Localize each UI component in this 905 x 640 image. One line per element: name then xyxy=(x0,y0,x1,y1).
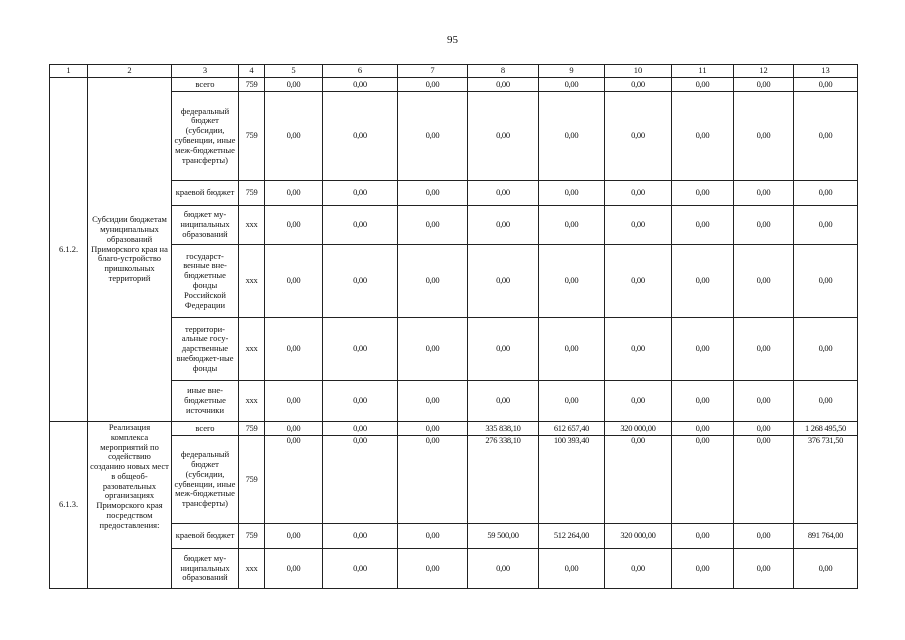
value-cell-col-9: 0,00 xyxy=(539,92,605,181)
value-cell-col-9: 612 657,40 xyxy=(539,422,605,436)
value-cell-col-5: 0,00 xyxy=(265,524,323,549)
page-number: 95 xyxy=(447,34,458,46)
value-cell-col-9: 0,00 xyxy=(539,549,605,589)
funding-source: всего xyxy=(172,78,239,92)
measure-name: Субсидии бюджетам муниципальных образований Приморского края на благо-устройство пришкольных территорий xyxy=(88,78,172,422)
value-cell-col-7: 0,00 xyxy=(398,78,468,92)
table-row xyxy=(50,381,858,422)
value-cell-col-5: 0,00 xyxy=(265,78,323,92)
funding-source: федеральный бюджет (субсидии, субвенции, иные меж-бюджетные трансферты) xyxy=(172,436,239,524)
value-cell-col-6: 0,00 xyxy=(323,92,398,181)
value-cell-col-13: 1 268 495,50 xyxy=(794,422,858,436)
value-cell-col-12: 0,00 xyxy=(734,436,794,524)
value-cell-col-12: 0,00 xyxy=(734,549,794,589)
value-cell-col-10: 0,00 xyxy=(605,78,672,92)
value-cell-col-10: 0,00 xyxy=(605,245,672,318)
value-cell-col-5: 0,00 xyxy=(265,245,323,318)
value-cell-col-8: 0,00 xyxy=(468,78,539,92)
value-cell-col-13: 0,00 xyxy=(794,245,858,318)
grbs-code: ххх xyxy=(239,381,265,422)
header-cell-12: 12 xyxy=(734,65,794,78)
value-cell-col-13: 0,00 xyxy=(794,181,858,206)
value-cell-col-7: 0,00 xyxy=(398,92,468,181)
table-row xyxy=(50,78,858,92)
header-cell-2: 2 xyxy=(88,65,172,78)
value-cell-col-7: 0,00 xyxy=(398,549,468,589)
funding-source: федеральный бюджет (субсидии, субвенции, иные меж-бюджетные трансферты) xyxy=(172,92,239,181)
table-row xyxy=(50,206,858,245)
table-row xyxy=(50,245,858,318)
value-cell-col-7: 0,00 xyxy=(398,181,468,206)
value-cell-col-7: 0,00 xyxy=(398,436,468,524)
value-cell-col-11: 0,00 xyxy=(672,549,734,589)
table-body xyxy=(50,65,858,589)
value-cell-col-8: 0,00 xyxy=(468,318,539,381)
value-cell-col-5: 0,00 xyxy=(265,436,323,524)
value-cell-col-10: 320 000,00 xyxy=(605,422,672,436)
header-cell-11: 11 xyxy=(672,65,734,78)
value-cell-col-5: 0,00 xyxy=(265,318,323,381)
value-cell-col-8: 276 338,10 xyxy=(468,436,539,524)
header-cell-8: 8 xyxy=(468,65,539,78)
value-cell-col-11: 0,00 xyxy=(672,422,734,436)
value-cell-col-9: 0,00 xyxy=(539,381,605,422)
value-cell-col-8: 0,00 xyxy=(468,245,539,318)
value-cell-col-5: 0,00 xyxy=(265,549,323,589)
header-cell-10: 10 xyxy=(605,65,672,78)
value-cell-col-10: 0,00 xyxy=(605,206,672,245)
value-cell-col-12: 0,00 xyxy=(734,206,794,245)
value-cell-col-8: 59 500,00 xyxy=(468,524,539,549)
value-cell-col-11: 0,00 xyxy=(672,318,734,381)
value-cell-col-5: 0,00 xyxy=(265,422,323,436)
value-cell-col-10: 0,00 xyxy=(605,381,672,422)
header-cell-6: 6 xyxy=(323,65,398,78)
grbs-code: 759 xyxy=(239,524,265,549)
value-cell-col-9: 0,00 xyxy=(539,318,605,381)
value-cell-col-12: 0,00 xyxy=(734,318,794,381)
table-row xyxy=(50,92,858,181)
header-cell-1: 1 xyxy=(50,65,88,78)
value-cell-col-11: 0,00 xyxy=(672,181,734,206)
table-row xyxy=(50,422,858,436)
value-cell-col-6: 0,00 xyxy=(323,78,398,92)
value-cell-col-6: 0,00 xyxy=(323,318,398,381)
funding-source: краевой бюджет xyxy=(172,524,239,549)
table-row xyxy=(50,436,858,524)
value-cell-col-12: 0,00 xyxy=(734,92,794,181)
value-cell-col-12: 0,00 xyxy=(734,245,794,318)
value-cell-col-6: 0,00 xyxy=(323,436,398,524)
value-cell-col-12: 0,00 xyxy=(734,181,794,206)
value-cell-col-11: 0,00 xyxy=(672,206,734,245)
value-cell-col-6: 0,00 xyxy=(323,549,398,589)
grbs-code: 759 xyxy=(239,181,265,206)
funding-source: всего xyxy=(172,422,239,436)
value-cell-col-13: 0,00 xyxy=(794,78,858,92)
value-cell-col-8: 0,00 xyxy=(468,206,539,245)
funding-source: краевой бюджет xyxy=(172,181,239,206)
measure-name: Реализация комплекса мероприятий по содействию созданию новых мест в общеоб-разовательных организациях Приморского края посредством предоставления: xyxy=(88,422,172,589)
value-cell-col-12: 0,00 xyxy=(734,524,794,549)
table-row xyxy=(50,549,858,589)
value-cell-col-11: 0,00 xyxy=(672,245,734,318)
grbs-code: ххх xyxy=(239,318,265,381)
table-row xyxy=(50,181,858,206)
value-cell-col-9: 100 393,40 xyxy=(539,436,605,524)
grbs-code: 759 xyxy=(239,78,265,92)
value-cell-col-11: 0,00 xyxy=(672,381,734,422)
value-cell-col-7: 0,00 xyxy=(398,318,468,381)
header-cell-7: 7 xyxy=(398,65,468,78)
value-cell-col-8: 0,00 xyxy=(468,549,539,589)
grbs-code: ххх xyxy=(239,245,265,318)
value-cell-col-12: 0,00 xyxy=(734,381,794,422)
value-cell-col-6: 0,00 xyxy=(323,181,398,206)
header-cell-13: 13 xyxy=(794,65,858,78)
value-cell-col-6: 0,00 xyxy=(323,422,398,436)
value-cell-col-8: 335 838,10 xyxy=(468,422,539,436)
value-cell-col-11: 0,00 xyxy=(672,436,734,524)
grbs-code: ххх xyxy=(239,206,265,245)
value-cell-col-8: 0,00 xyxy=(468,381,539,422)
value-cell-col-9: 0,00 xyxy=(539,181,605,206)
grbs-code: ххх xyxy=(239,549,265,589)
value-cell-col-7: 0,00 xyxy=(398,245,468,318)
value-cell-col-12: 0,00 xyxy=(734,78,794,92)
value-cell-col-13: 0,00 xyxy=(794,206,858,245)
value-cell-col-13: 376 731,50 xyxy=(794,436,858,524)
value-cell-col-9: 0,00 xyxy=(539,245,605,318)
grbs-code: 759 xyxy=(239,92,265,181)
value-cell-col-10: 320 000,00 xyxy=(605,524,672,549)
value-cell-col-6: 0,00 xyxy=(323,381,398,422)
header-cell-5: 5 xyxy=(265,65,323,78)
value-cell-col-6: 0,00 xyxy=(323,524,398,549)
value-cell-col-5: 0,00 xyxy=(265,92,323,181)
value-cell-col-7: 0,00 xyxy=(398,422,468,436)
value-cell-col-6: 0,00 xyxy=(323,206,398,245)
value-cell-col-8: 0,00 xyxy=(468,181,539,206)
row-code: 6.1.2. xyxy=(50,78,88,422)
funding-source: иные вне-бюджетные источники xyxy=(172,381,239,422)
value-cell-col-12: 0,00 xyxy=(734,422,794,436)
value-cell-col-13: 0,00 xyxy=(794,549,858,589)
header-row xyxy=(50,65,858,78)
header-cell-3: 3 xyxy=(172,65,239,78)
row-code: 6.1.3. xyxy=(50,422,88,589)
value-cell-col-7: 0,00 xyxy=(398,206,468,245)
value-cell-col-5: 0,00 xyxy=(265,181,323,206)
value-cell-col-9: 0,00 xyxy=(539,78,605,92)
value-cell-col-10: 0,00 xyxy=(605,436,672,524)
value-cell-col-7: 0,00 xyxy=(398,524,468,549)
value-cell-col-10: 0,00 xyxy=(605,549,672,589)
funding-source: бюджет му-ниципальных образований xyxy=(172,549,239,589)
value-cell-col-11: 0,00 xyxy=(672,524,734,549)
value-cell-col-10: 0,00 xyxy=(605,92,672,181)
value-cell-col-10: 0,00 xyxy=(605,318,672,381)
value-cell-col-9: 0,00 xyxy=(539,206,605,245)
value-cell-col-13: 891 764,00 xyxy=(794,524,858,549)
funding-source: территори-альные госу-дарственные внебюджет-ные фонды xyxy=(172,318,239,381)
table-row xyxy=(50,318,858,381)
header-cell-9: 9 xyxy=(539,65,605,78)
funding-source: государст-венные вне-бюджетные фонды Российской Федерации xyxy=(172,245,239,318)
funding-source: бюджет му-ниципальных образований xyxy=(172,206,239,245)
budget-table xyxy=(49,64,858,589)
value-cell-col-5: 0,00 xyxy=(265,381,323,422)
value-cell-col-9: 512 264,00 xyxy=(539,524,605,549)
value-cell-col-11: 0,00 xyxy=(672,78,734,92)
value-cell-col-7: 0,00 xyxy=(398,381,468,422)
value-cell-col-13: 0,00 xyxy=(794,381,858,422)
value-cell-col-13: 0,00 xyxy=(794,92,858,181)
header-cell-4: 4 xyxy=(239,65,265,78)
value-cell-col-8: 0,00 xyxy=(468,92,539,181)
grbs-code: 759 xyxy=(239,436,265,524)
value-cell-col-11: 0,00 xyxy=(672,92,734,181)
value-cell-col-6: 0,00 xyxy=(323,245,398,318)
value-cell-col-13: 0,00 xyxy=(794,318,858,381)
table-row xyxy=(50,524,858,549)
grbs-code: 759 xyxy=(239,422,265,436)
value-cell-col-10: 0,00 xyxy=(605,181,672,206)
value-cell-col-5: 0,00 xyxy=(265,206,323,245)
